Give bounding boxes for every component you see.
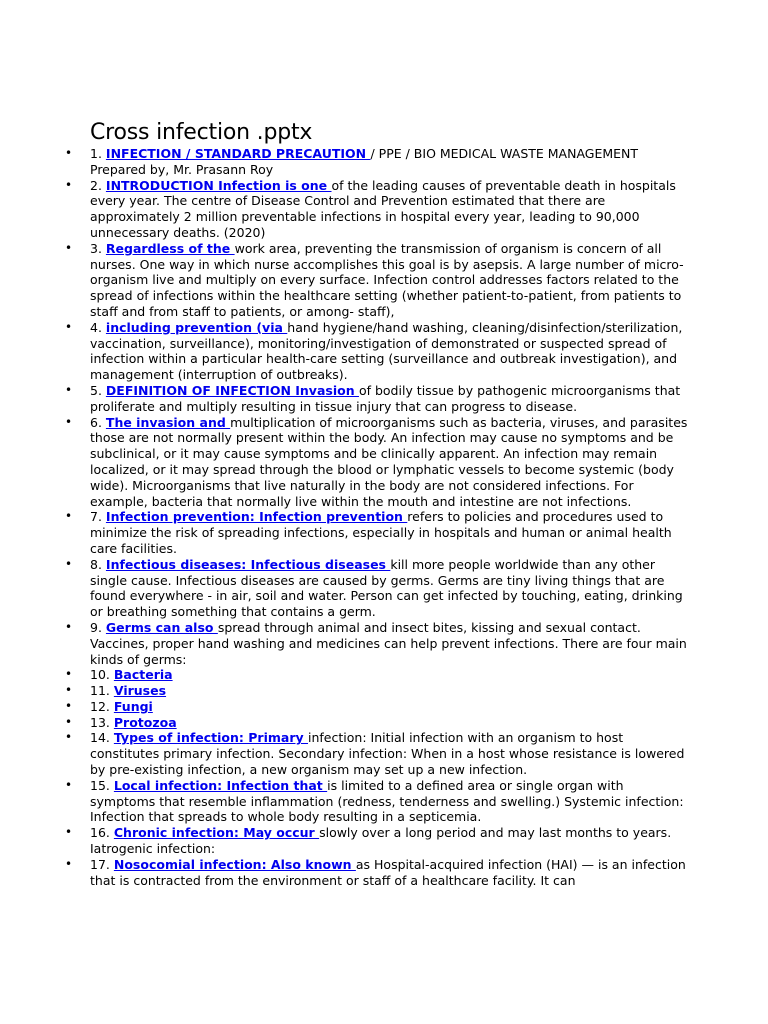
- item-number: 3.: [90, 240, 102, 256]
- item-text: multiplication of microorganisms such as bacteria, viruses, and parasites those are not normally present within the body. An infection may cause no symptoms and be subclinical, or it may cause symptoms and be clinically apparent. An infection may remain localized, or it may spread through the blood or lymphatic vessels to become systemic (body wide). Microorganisms that live naturally in the body are not considered infections. For example, bacteria that normally live within the mouth and intestine are not infections.: [90, 414, 688, 509]
- list-item: [90, 146, 690, 178]
- item-text: refers to policies and procedures used to minimize the risk of spreading infections, especially in hospitals and human or animal health care facilities.: [90, 509, 672, 556]
- item-link[interactable]: Protozoa: [113, 714, 177, 730]
- list-item: [90, 667, 690, 683]
- list-item: [90, 699, 690, 715]
- item-text: slowly over a long period and may last months to years. Iatrogenic infection:: [90, 825, 672, 857]
- item-link[interactable]: The invasion and: [105, 414, 231, 430]
- list-item: [90, 383, 690, 415]
- item-text: of bodily tissue by pathogenic microorganisms that proliferate and multiply resulting in tissue injury that can progress to disease.: [90, 382, 681, 414]
- item-link[interactable]: DEFINITION OF INFECTION Invasion: [105, 382, 359, 398]
- item-number: 16.: [90, 825, 110, 841]
- item-link[interactable]: Regardless of the: [105, 240, 235, 256]
- page-bottom-margin: [0, 922, 768, 1024]
- item-link[interactable]: Fungi: [113, 698, 153, 714]
- item-number: 11.: [90, 683, 110, 699]
- item-text: of the leading causes of preventable death in hospitals every year. The centre of Disease Control and Prevention estimated that there are approximately 2 million preventable infections in hospital every year, leading to 90,000 unnecessary deaths. (2020): [90, 177, 676, 240]
- list-item: [90, 730, 690, 777]
- item-text: hand hygiene/hand washing, cleaning/disinfection/sterilization, vaccination, surveillance), monitoring/investigation of demonstrated or suspected spread of infection within a particular health-care setting (surveillance and outbreak investigation), and management (interruption of outbreaks).: [90, 319, 683, 383]
- item-link[interactable]: Germs can also: [105, 619, 218, 635]
- item-number: 10.: [90, 667, 110, 683]
- item-link[interactable]: Local infection: Infection that: [113, 777, 328, 793]
- item-link[interactable]: Bacteria: [113, 667, 173, 683]
- item-link[interactable]: Infectious diseases: Infectious diseases: [105, 556, 391, 572]
- item-number: 14.: [90, 730, 110, 746]
- item-number: 6.: [90, 414, 102, 430]
- item-number: 17.: [90, 856, 110, 872]
- item-text: as Hospital-acquired infection (HAI) — is an infection that is contracted from the environment or staff of a healthcare facility. It can: [90, 856, 686, 888]
- item-link[interactable]: Infection prevention: Infection prevention: [105, 509, 408, 525]
- list-item: [90, 509, 690, 556]
- item-number: 12.: [90, 698, 110, 714]
- item-link[interactable]: including prevention (via: [105, 319, 288, 335]
- list-item: [90, 825, 690, 857]
- item-number: 9.: [90, 619, 102, 635]
- list-item: [90, 857, 690, 889]
- item-number: 4.: [90, 319, 102, 335]
- document-title: Cross infection .pptx: [90, 120, 313, 145]
- item-number: 1.: [90, 146, 102, 161]
- list-item: [90, 683, 690, 699]
- item-text: spread through animal and insect bites, kissing and sexual contact. Vaccines, proper hand washing and medicines can help prevent infections. There are four main kinds of germs:: [90, 619, 687, 667]
- item-number: 15.: [90, 777, 110, 793]
- item-link[interactable]: Chronic infection: May occur: [113, 825, 320, 841]
- item-link[interactable]: Types of infection: Primary: [113, 730, 309, 746]
- list-item: [90, 715, 690, 731]
- item-link[interactable]: INFECTION / STANDARD PRECAUTION: [105, 146, 371, 161]
- item-text: is limited to a defined area or single organ with symptoms that resemble inflammation (redness, tenderness and swelling.) Systemic infection: Infection that spreads to whole body resulting in a septicemia.: [90, 777, 684, 825]
- item-text: / PPE / BIO MEDICAL WASTE MANAGEMENT Prepared by, Mr. Prasann Roy: [90, 146, 639, 177]
- item-text: infection: Initial infection with an organism to host constitutes primary infection. Secondary infection: When in a host whose resistance is lowered by pre-existing infection, a new organism may set up a new infection.: [90, 730, 685, 778]
- item-text: work area, preventing the transmission of organism is concern of all nurses. One way in which nurse accomplishes this goal is by asepsis. A large number of micro-organism live and multiply on every surface. Infection control addresses factors related to the spread of infections within the healthcare setting (whether patient-to-patient, from patients to staff and from staff to patients, or among- staff),: [90, 240, 684, 319]
- item-number: 13.: [90, 714, 110, 730]
- list-item: [90, 778, 690, 825]
- list-item: [90, 241, 690, 320]
- list-item: [90, 620, 690, 667]
- item-number: 5.: [90, 382, 102, 398]
- list-item: [90, 178, 690, 241]
- list-item: [90, 415, 690, 510]
- item-text: kill more people worldwide than any other single cause. Infectious diseases are caused by germs. Germs are tiny living things that are found everywhere - in air, soil and water. Person can get infected by touching, eating, drinking or breathing something that contains a germ.: [90, 556, 683, 620]
- item-link[interactable]: Nosocomial infection: Also known: [113, 856, 356, 872]
- list-item: [90, 557, 690, 620]
- item-number: 8.: [90, 556, 102, 572]
- content-list: [90, 146, 690, 888]
- item-link[interactable]: INTRODUCTION Infection is one: [105, 177, 332, 193]
- item-number: 7.: [90, 509, 102, 525]
- list-item: [90, 320, 690, 383]
- item-number: 2.: [90, 177, 102, 193]
- item-link[interactable]: Viruses: [113, 683, 167, 699]
